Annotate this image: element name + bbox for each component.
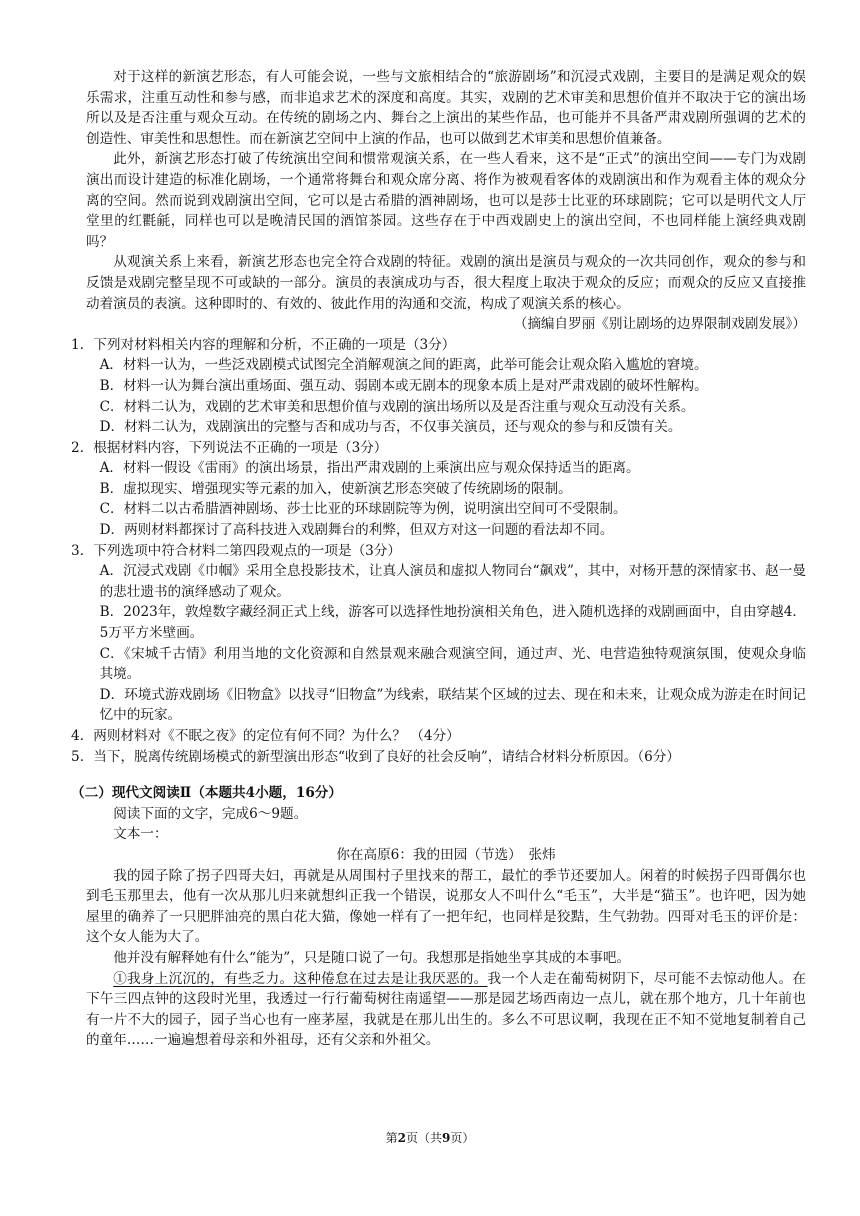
text-label: 文本一： [113,826,168,843]
question-2-option-a: A．材料一假设《雷雨》的演出场景，指出严肃戏剧的上乘演出应与观众保持适当的距离。 [99,460,640,477]
underlined-sentence-1: ①我身上沉沉的，有些乏力。这种倦怠在过去是让我厌恶的。 [113,970,488,987]
article-paragraph-2: 他并没有解释她有什么“能为”，只是随口说了一句。我想那是指她坐享其成的本事吧。 [113,949,631,966]
question-3-option-d: D．环境式游戏剧场《旧物盒》以找寻“旧物盒”为线索，联结某个区域的过去、现在和未来，让观众成为游走在时间记忆中的玩家。 [99,686,806,724]
article-paragraph-3 [86,969,806,1051]
section-heading: （二）现代文阅读Ⅱ（本题共4小题，16分） [71,785,342,802]
article-paragraph-1: 我的园子除了拐子四哥夫妇，再就是从周围村子里找来的帮工，最忙的季节还要加人。闲着的时候拐子四哥偶尔也到毛玉那里去，他有一次从那儿归来就想纠正我一个错误，说那女人不叫什么“毛玉”，大半是“猫玉”。也许吧，因为她屋里的确养了一只肥胖油亮的黑白花大猫，像她一样有了一把年纪，也同样是狡黠，生气勃勃。四哥对毛玉的评价是：这个女人能为大了。 [86,867,806,946]
question-2-option-d: D．两则材料都探讨了高科技进入戏剧舞台的利弊，但双方对这一问题的看法却不同。 [99,522,614,539]
material-paragraph-3: 从观演关系上来看，新演艺形态也完全符合戏剧的特征。戏剧的演出是演员与观众的一次共同创作，观众的参与和反馈是戏剧完整呈现不可或缺的一部分。演员的表演成功与否，很大程度上取决于观众的反应；而观众的反应又直接推动着演员的表演。这种即时的、有效的、彼此作用的沟通和交流，构成了观演关系的核心。 [86,254,806,312]
question-3 [71,541,806,726]
material-paragraph-2: 此外，新演艺形态打破了传统演出空间和惯常观演关系，在一些人看来，这不是“正式”的演出空间——专门为戏剧演出而设计建造的标准化剧场，一个通常将舞台和观众席分离、将作为被观看客体的戏剧演出和作为观看主体的观众分离的空间。然而说到戏剧演出空间，它可以是古希腊的酒神剧场，也可以是莎士比亚的环球剧院；它可以是明代文人厅堂里的红氍毹，同样也可以是晚清民国的酒馆茶园。这些存在于中西戏剧史上的演出空间，不也同样能上演经典戏剧吗？ [86,151,806,250]
question-1-stem: 1．下列对材料相关内容的理解和分析，不正确的一项是（3分） [71,336,456,353]
question-3-option-a: A．沉浸式戏剧《巾帼》采用全息投影技术，让真人演员和虚拟人物同台“飙戏”，其中，对杨开慧的深情家书、赵一曼的悲壮遗书的演绎感动了观众。 [99,563,806,600]
current-page-number: 2 [397,1131,406,1145]
question-2-stem: 2．根据材料内容，下列说法不正确的一项是（3分） [71,439,388,456]
question-1-option-b: B．材料一认为舞台演出重场面、强互动、弱剧本或无剧本的现象本质上是对严肃戏剧的破坏性解构。 [99,377,708,394]
question-5: 5．当下，脱离传统剧场模式的新型演出形态“收到了良好的社会反响”，请结合材料分析原因。（6分） [71,748,680,765]
question-2-option-c: C．材料二以古希腊酒神剧场、莎士比亚的环球剧院等为例，说明演出空间可不受限制。 [99,501,627,518]
document-page [71,67,807,1051]
question-1 [71,335,806,438]
source-citation: （摘编自罗丽《别让剧场的边界限制戏剧发展》） [513,316,806,333]
total-page-count: 9 [442,1131,451,1145]
question-3-option-c: C．《宋城千古情》利用当地的文化资源和自然景观来融合观演空间，通过声、光、电营造独特观演氛围，使观众身临其境。 [99,645,806,683]
question-2 [71,438,806,541]
article-paragraph-3-rest: 我一个人走在葡萄树阴下，尽可能不去惊动他人。在下午三四点钟的这段时光里，我透过一行行葡萄树往南遥望——那是园艺场西南边一点儿，就在那个地方，几十年前也有一片不大的园子，园子当心也有一座茅屋，我就是在那儿出生的。多么不可思议啊，我现在正不知不觉地复制着自己的童年……一遍遍想着母亲和外祖母，还有父亲和外祖父。 [86,970,807,1049]
page-footer: 第2页（共9页） [385,1131,475,1145]
question-1-option-a: A．材料一认为，一些泛戏剧模式试图完全消解观演之间的距离，此举可能会让观众陷入尴尬的窘境。 [99,357,708,374]
question-1-option-c: C．材料二认为，戏剧的艺术审美和思想价值与戏剧的演出场所以及是否注重与观众互动没有关系。 [99,398,695,415]
question-1-option-d: D．材料二认为，戏剧演出的完整与否和成功与否，不仅事关演员，还与观众的参与和反馈有关。 [99,419,682,436]
material-paragraph-1: 对于这样的新演艺形态，有人可能会说，一些与文旅相结合的“旅游剧场”和沉浸式戏剧，主要目的是满足观众的娱乐需求，注重互动性和参与感，而非追求艺术的深度和高度。其实，戏剧的艺术审美和思想价值并不取决于它的演出场所以及是否注重与观众互动。在传统的剧场之内、舞台之上演出的某些作品，也可能并不具备严肃戏剧所强调的艺术的创造性、审美性和思想性。而在新演艺空间中上演的作品，也可以做到艺术审美和思想价值兼备。 [86,69,806,147]
question-3-stem: 3．下列选项中符合材料二第四段观点的一项是（3分） [71,542,401,559]
question-4: 4．两则材料对《不眠之夜》的定位有何不同？为什么？ （4分） [71,728,460,744]
question-2-option-b: B．虚拟现实、增强现实等元素的加入，使新演艺形态突破了传统剧场的限制。 [99,480,572,497]
article-title: 你在高原6：我的田园（节选） 张炜 [336,846,556,863]
question-3-option-b: B．2023年，敦煌数字藏经洞正式上线，游客可以选择性地扮演相关角色，进入随机选择的戏剧画面中，自由穿越4．5万平方米壁画。 [99,604,806,642]
reading-instruction: 阅读下面的文字，完成6～9题。 [113,805,308,822]
